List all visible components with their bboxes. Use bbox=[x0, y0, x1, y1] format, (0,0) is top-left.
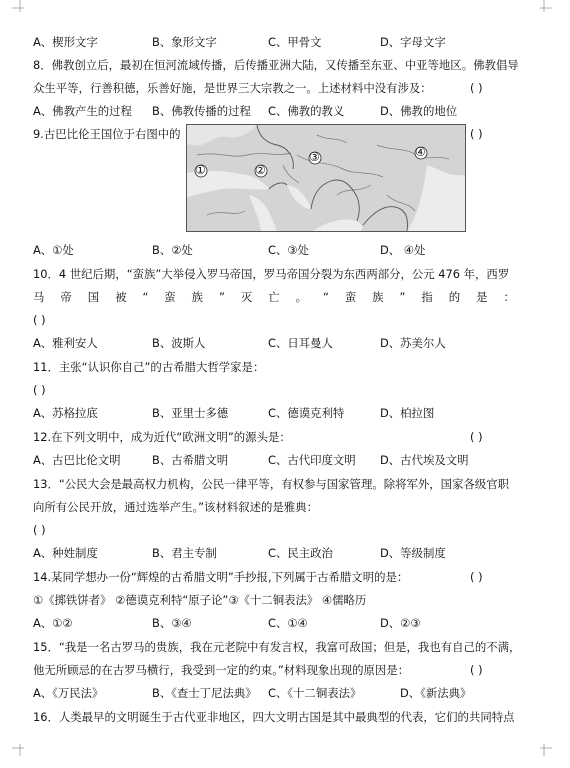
q8-option-c: C、佛教的教义 bbox=[268, 104, 345, 118]
q10-char: 。 bbox=[295, 290, 307, 304]
q14-stem: 14.某同学想办一份“辉煌的古希腊文明”手抄报,下列属于古希腊文明的是： bbox=[33, 570, 409, 584]
q14-items: ①《掷铁饼者》 ②德谟克利特“原子论”③《十二铜表法》 ④儒略历 bbox=[33, 593, 367, 607]
q8-stem-line2: 众生平等，行善积德，乐善好施，是世界三大宗教之一。上述材料中没有涉及： bbox=[33, 81, 432, 95]
q10-char: 马 bbox=[33, 290, 45, 304]
q10-stem-line2 bbox=[33, 289, 515, 305]
q15-option-d: D、《新法典》 bbox=[400, 686, 472, 700]
q9-option-b: B、②处 bbox=[152, 243, 193, 257]
q12-option-b: B、古希腊文明 bbox=[152, 453, 229, 467]
map-label-1: ① bbox=[195, 163, 206, 177]
q13-answer-blank: ( ) bbox=[33, 523, 46, 537]
q10-char: 国 bbox=[87, 290, 100, 304]
q10-char: ” bbox=[399, 290, 406, 304]
q10-option-a: A、雅利安人 bbox=[33, 336, 98, 350]
crop-mark-bottom-right bbox=[540, 744, 552, 756]
q10-option-b: B、波斯人 bbox=[152, 336, 206, 350]
crop-mark-bottom-left bbox=[12, 744, 24, 756]
q10-char: 亡 bbox=[268, 290, 280, 304]
q15-stem-line1: 15．“我是一名古罗马的贵族，我在元老院中有发言权，我富可敌国；但是，我也有自己的不满， bbox=[33, 640, 521, 654]
q7-option-d: D、字母文字 bbox=[380, 35, 446, 49]
q11-stem: 11．主张“认识你自己”的古希腊大哲学家是： bbox=[33, 360, 265, 374]
q8-option-a: A、佛教产生的过程 bbox=[33, 104, 132, 118]
q10-char: ” bbox=[219, 290, 225, 304]
q10-char: 蛮 bbox=[344, 290, 357, 304]
q11-answer-blank: ( ) bbox=[33, 383, 46, 397]
map-label-4: ④ bbox=[415, 145, 426, 159]
q9-option-d: D、 ④处 bbox=[380, 243, 426, 257]
q12-option-a: A、古巴比伦文明 bbox=[33, 453, 121, 467]
ancient-world-map bbox=[186, 124, 466, 232]
q10-char: 蛮 bbox=[164, 290, 176, 304]
q10-char: “ bbox=[322, 290, 329, 304]
q14-option-b: B、③④ bbox=[152, 616, 192, 630]
q15-answer-blank: ( ) bbox=[470, 663, 483, 677]
q9-option-c: C、③处 bbox=[268, 243, 309, 257]
q7-option-a: A、楔形文字 bbox=[33, 35, 98, 49]
q10-stem-line1: 10．4 世纪后期，“蛮族”大举侵入罗马帝国，罗马帝国分裂为东西两部分，公元 476 年，西罗 bbox=[33, 267, 510, 281]
q11-option-a: A、苏格拉底 bbox=[33, 406, 98, 420]
q8-answer-blank: ( ) bbox=[470, 81, 483, 95]
q15-option-a: A、《万民法》 bbox=[33, 686, 104, 700]
q8-option-d: D、佛教的地位 bbox=[380, 104, 458, 118]
q13-option-a: A、种姓制度 bbox=[33, 546, 98, 560]
q8-option-b: B、佛教传播的过程 bbox=[152, 104, 251, 118]
q8-stem-line1: 8．佛教创立后，最初在恒河流域传播，后传播亚洲大陆，又传播至东亚、中亚等地区。佛教倡导 bbox=[33, 58, 519, 72]
q14-option-d: D、②③ bbox=[380, 616, 421, 630]
q14-answer-blank: ( ) bbox=[470, 570, 483, 584]
q14-option-c: C、①④ bbox=[268, 616, 308, 630]
q10-char: 帝 bbox=[60, 290, 72, 304]
crop-mark-top-right bbox=[540, 0, 552, 12]
q10-option-d: D、苏美尔人 bbox=[380, 336, 446, 350]
q10-option-c: C、日耳曼人 bbox=[268, 336, 333, 350]
q12-option-c: C、古代印度文明 bbox=[268, 453, 356, 467]
q11-option-d: D、柏拉图 bbox=[380, 406, 435, 420]
q15-option-c: C、《十二铜表法》 bbox=[268, 686, 362, 700]
q9-answer-blank: ( ) bbox=[470, 127, 483, 141]
map-label-2: ② bbox=[255, 163, 266, 177]
q7-option-b: B、象形文字 bbox=[152, 35, 217, 49]
map-drawing bbox=[187, 125, 465, 231]
q9-option-a: A、①处 bbox=[33, 243, 74, 257]
q13-option-b: B、君主专制 bbox=[152, 546, 217, 560]
q13-stem-line2: 向所有公民开放，通过选举产生。”该材料叙述的是雅典： bbox=[33, 500, 318, 514]
q10-char: 被 bbox=[115, 290, 127, 304]
q13-option-d: D、等级制度 bbox=[380, 546, 446, 560]
q10-char: ： bbox=[503, 290, 515, 304]
crop-mark-top-left bbox=[12, 0, 24, 12]
q10-char: “ bbox=[142, 290, 149, 304]
q12-option-d: D、古代埃及文明 bbox=[380, 453, 469, 467]
q10-char: 是 bbox=[476, 290, 488, 304]
q11-option-b: B、亚里士多德 bbox=[152, 406, 229, 420]
q10-char: 的 bbox=[448, 290, 461, 304]
q14-option-a: A、①② bbox=[33, 616, 73, 630]
q9-stem: 9.古巴比伦王国位于右图中的 bbox=[33, 127, 181, 141]
q7-option-c: C、甲骨文 bbox=[268, 35, 322, 49]
q12-answer-blank: ( ) bbox=[470, 430, 483, 444]
q13-stem-line1: 13．“公民大会是最高权力机构，公民一律平等，有权参与国家管理。除将军外，国家各级官职 bbox=[33, 477, 510, 491]
q11-option-c: C、德谟克利特 bbox=[268, 406, 345, 420]
q10-char: 指 bbox=[421, 290, 433, 304]
q13-option-c: C、民主政治 bbox=[268, 546, 333, 560]
q10-answer-blank: ( ) bbox=[33, 313, 46, 327]
q15-stem-line2: 他无所顾忌的在古罗马横行，我受到一定的约束。”材料现象出现的原因是： bbox=[33, 663, 410, 677]
q10-char: 族 bbox=[191, 290, 204, 304]
q10-char: 灭 bbox=[240, 290, 253, 304]
q15-option-b: B、《查士丁尼法典》 bbox=[152, 686, 257, 700]
map-label-3: ③ bbox=[309, 150, 320, 164]
q10-char: 族 bbox=[372, 290, 384, 304]
q16-stem-line1: 16．人类最早的文明诞生于古代亚非地区，四大文明古国是其中最典型的代表，它们的共同特点 bbox=[33, 710, 515, 724]
q12-stem: 12.在下列文明中，成为近代“欧洲文明”的源头是： bbox=[33, 430, 291, 444]
